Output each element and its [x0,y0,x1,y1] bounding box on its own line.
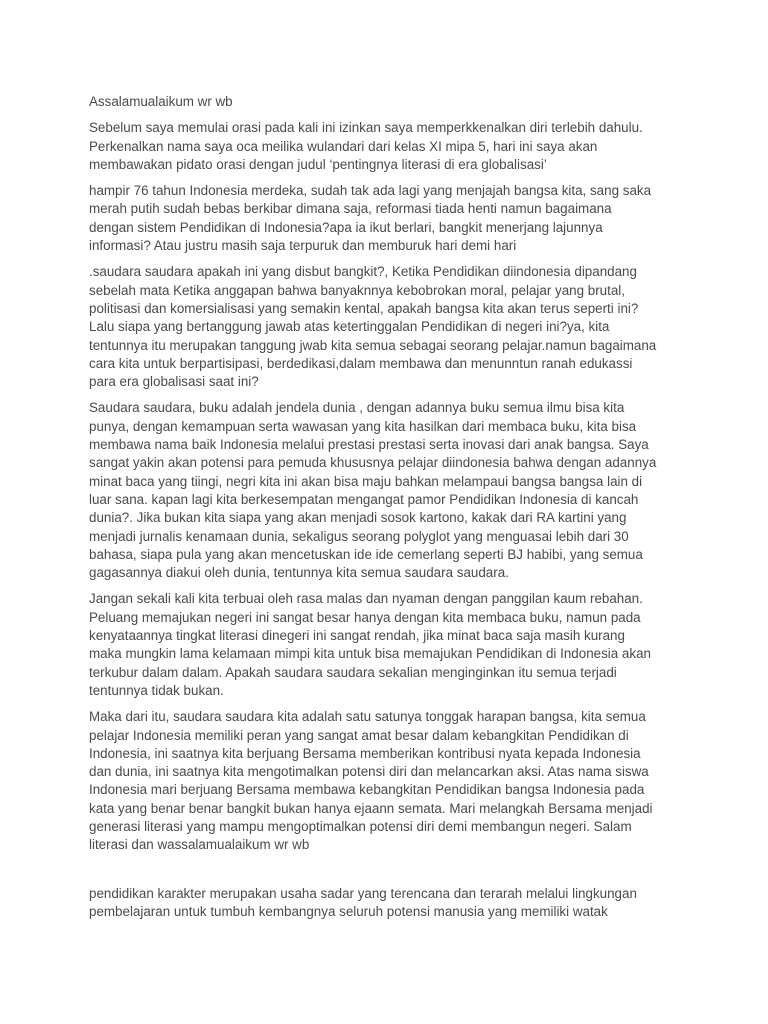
greeting-paragraph: Assalamualaikum wr wb [89,94,233,109]
body-paragraph: hampir 76 tahun Indonesia merdeka, sudah tak ada lagi yang menjajah bangsa kita, sang saka merah putih sudah bebas berkibar dimana saja, reformasi tiada henti namun bagaimana dengan sistem Pendidikan di Indonesia?apa ia ikut berlari, bangkit menerjang lajunnya informasi? Atau justru masih saja terpuruk dan memburuk hari demi hari [89,183,652,254]
introduction-paragraph: Sebelum saya memulai orasi pada kali ini izinkan saya memperkkenalkan diri terlebih dahulu. Perkenalkan nama saya oca meilika wulandari dari kelas XI mipa 5, hari ini saya akan membawakan pidato orasi dengan judul ‘pentingnya literasi di era globalisasi’ [89,120,643,172]
body-paragraph: .saudara saudara apakah ini yang disbut bangkit?, Ketika Pendidikan diindonesia dipandang sebelah mata Ketika anggapan bahwa banyaknnya kebobrokan moral, pelajar yang brutal, politisasi dan komersialisasi yang semakin kental, apakah bangsa kita akan terus seperti ini? Lalu siapa yang bertanggung jawab atas ketertinggalan Pendidikan di negeri ini?ya, kita tentunnya itu merupakan tanggung jwab kita semua sebagai seorang pelajar.namun bagaimana cara kita untuk berpartisipasi, berdedikasi,dalam membawa dan menunntun ranah edukassi para era globalisasi saat ini? [89,264,657,390]
character-education-paragraph: pendidikan karakter merupakan usaha sadar yang terencana dan terarah melalui lingkungan pembelajaran untuk tumbuh kembangnya seluruh potensi manusia yang memiliki watak [89,885,637,919]
body-paragraph: Jangan sekali kali kita terbuai oleh rasa malas dan nyaman dengan panggilan kaum rebahan. Peluang memajukan negeri ini sangat besar hanya dengan kita membaca buku, namun pada kenyataannya tingkat literasi dinegeri ini sangat rendah, jika minat baca saja masih kurang maka mungkin lama kelamaan mimpi kita untuk bisa memajukan Pendidikan di Indonesia akan terkubur dalam dalam. Apakah saudara saudara sekalian menginginkan itu semua terjadi tentunnya tidak bukan. [89,591,651,698]
body-paragraph: Saudara saudara, buku adalah jendela dunia , dengan adannya buku semua ilmu bisa kita punya, dengan kemampuan serta wawasan yang kita hasilkan dari membaca buku, kita bisa membawa nama baik Indonesia melalui prestasi prestasi serta inovasi dari anak bangsa. Saya sangat yakin akan potensi para pemuda khususnya pelajar diindonesia bahwa dengan adannya minat baca yang tiingi, negri kita ini akan bisa maju bahkan melampaui bangsa bangsa lain di luar sana. kapan lagi kita berkesempatan mengangat pamor Pendidikan Indonesia di kancah dunia?. Jika bukan kita siapa yang akan menjadi sosok kartono, kakak dari RA kartini yang menjadi jurnalis kenamaan dunia, sekaligus seorang polyglot yang menguasai lebih dari 30 bahasa, siapa pula yang akan mencetuskan ide ide cemerlang seperti BJ habibi, yang semua gagasannya diakui oleh dunia, tentunnya kita semua saudara saudara. [89,400,657,581]
closing-paragraph: Maka dari itu, saudara saudara kita adalah satu satunya tonggak harapan bangsa, kita semua pelajar Indonesia memiliki peran yang sangat amat besar dalam kebangkitan Pendidikan di Indonesia, ini saatnya kita berjuang Bersama memberikan kontribusi nyata kepada Indonesia dan dunia, ini saatnya kita mengotimalkan potensi diri dan melancarkan aksi. Atas nama siswa Indonesia mari berjuang Bersama membawa kebangkitan Pendidikan bangsa Indonesia pada kata yang benar benar bangkit bukan hanya ejaann semata. Mari melangkah Bersama menjadi generasi literasi yang mampu mengoptimalkan potensi diri demi membangun negeri. Salam literasi dan wassalamualaikum wr wb [89,709,653,853]
